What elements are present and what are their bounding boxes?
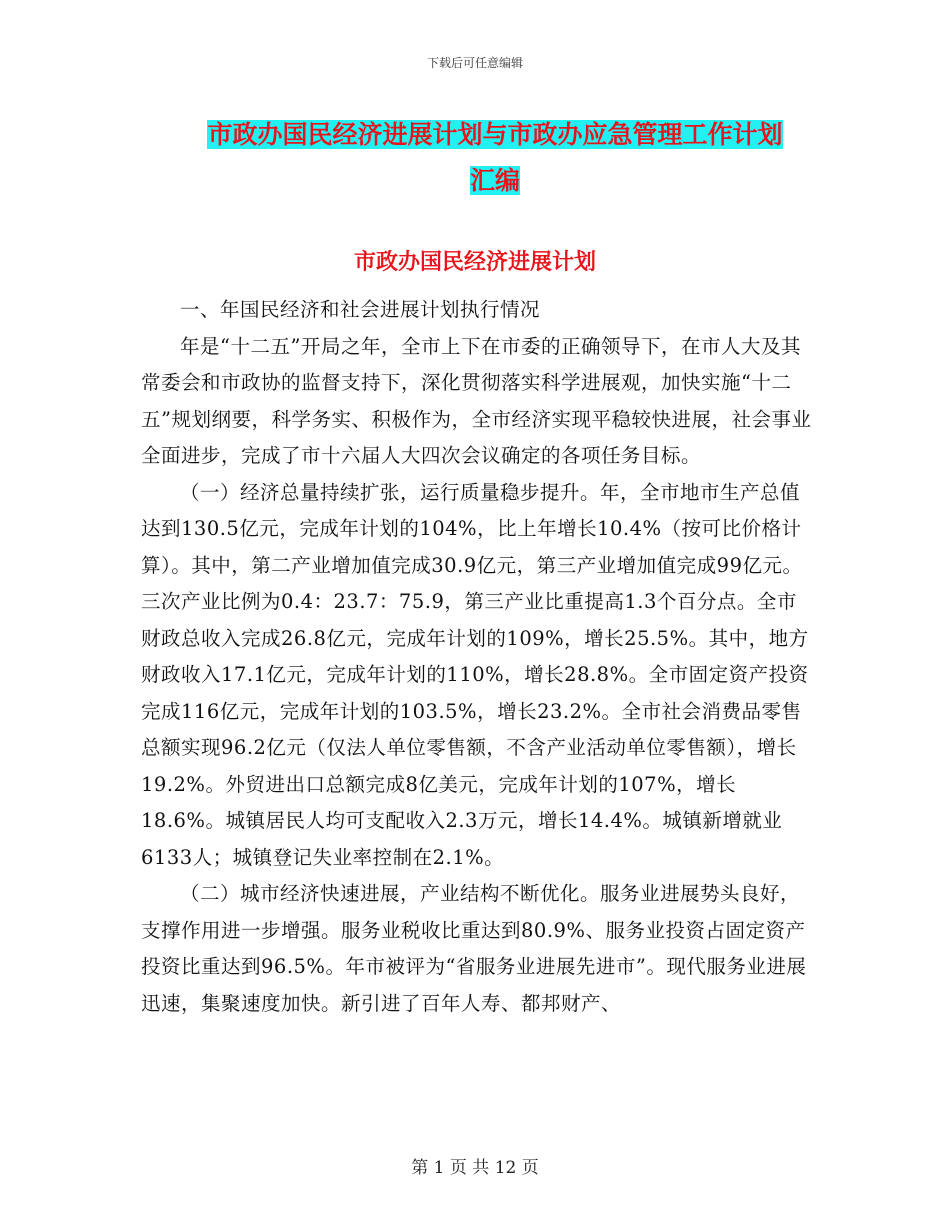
document-title bbox=[120, 112, 870, 204]
footer-prefix: 第 bbox=[411, 1158, 429, 1178]
paragraph: （二）城市经济快速进展，产业结构不断优化。服务业进展势头良好，支撑作用进一步增强。服务业税收比重达到80.9%、服务业投资占固定资产投资比重达到96.5%。年市被评为“省服务业进展先进市”。现代服务业进展迅速，集聚速度加快。新引进了百年人寿、都邦财产、 bbox=[141, 882, 807, 1015]
body-text bbox=[141, 292, 813, 1022]
paragraph-heading: 一、年国民经济和社会进展计划执行情况 bbox=[180, 298, 541, 321]
paragraph: 年是“十二五”开局之年，全市上下在市委的正确领导下，在市人大及其常委会和市政协的监督支持下，深化贯彻落实科学进展观，加快实施“十二五”规划纲要，科学务实、积极作为，全市经济实现平稳较快进展，社会事业全面进步，完成了市十六届人大四次会议确定的各项任务目标。 bbox=[141, 334, 812, 467]
header-note: 下载后可任意编辑 bbox=[426, 56, 523, 70]
paragraph: （一）经济总量持续扩张，运行质量稳步提升。年，全市地市生产总值达到130.5亿元，完成年计划的104%，比上年增长10.4%（按可比价格计算）。其中，第二产业增加值完成30.9亿元，第三产业增加值完成99亿元。三次产业比例为0.4：23.7：75.9，第三产业比重提高1.3个百分点。全市财政总收入完成26.8亿元，完成年计划的109%，增长25.5%。其中，地方财政收入17.1亿元，完成年计划的110%，增长28.8%。全市固定资产投资完成116亿元，完成年计划的103.5%，增长23.2%。全市社会消费品零售总额实现96.2亿元（仅法人单位零售额，不含产业活动单位零售额），增长19.2%。外贸进出口总额完成8亿美元，完成年计划的107%，增长18.6%。城镇居民人均可支配收入2.3万元，增长14.4%。城镇新增就业6133人；城镇登记失业率控制在2.1%。 bbox=[141, 480, 809, 869]
document-title-line-1: 市政办国民经济进展计划与市政办应急管理工作计划 bbox=[207, 120, 783, 149]
document-title-line-2: 汇编 bbox=[469, 166, 520, 195]
section-title: 市政办国民经济进展计划 bbox=[353, 249, 596, 275]
footer-suffix: 页 bbox=[521, 1158, 539, 1178]
footer-middle: 页 共 bbox=[449, 1158, 490, 1178]
page-number: 1 bbox=[433, 1158, 445, 1178]
page-footer bbox=[0, 1153, 950, 1178]
page-total: 12 bbox=[494, 1158, 517, 1178]
